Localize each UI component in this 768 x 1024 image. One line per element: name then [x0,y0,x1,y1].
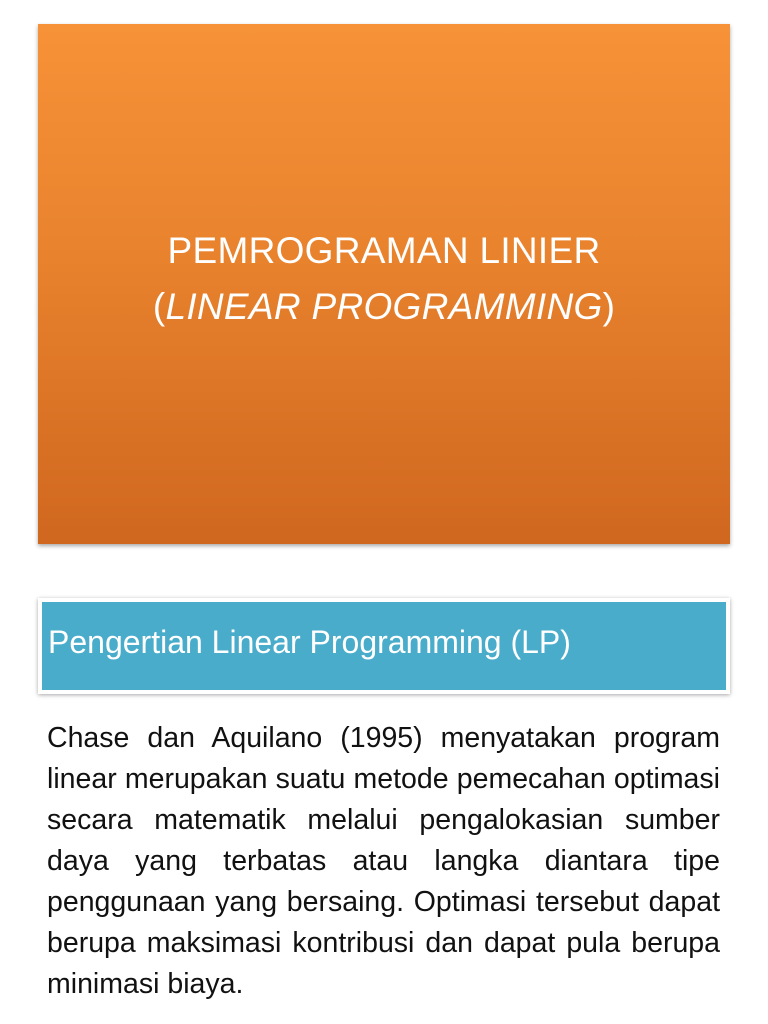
slide-title-main: PEMROGRAMAN LINIER [167,230,601,271]
section-header [38,598,730,694]
body-paragraph: Chase dan Aquilano (1995) menyatakan program linear merupakan suatu metode pemecahan optimasi secara matematik melalui pengalokasian sumber daya yang terbatas atau langka diantara tipe penggunaan yang bersaing. Optimasi tersebut dapat berupa maksimasi kontribusi dan dapat pula berupa minimasi biaya. [47,722,720,1000]
subtitle-close-paren: ) [602,286,616,327]
subtitle-italic-text: LINEAR PROGRAMMING [165,286,603,327]
section-header-bar [42,602,726,690]
title-slide [38,24,730,544]
section-title: Pengertian Linear Programming (LP) [48,623,571,660]
slide-title-subtitle [153,279,615,335]
subtitle-open-paren: ( [152,286,166,327]
